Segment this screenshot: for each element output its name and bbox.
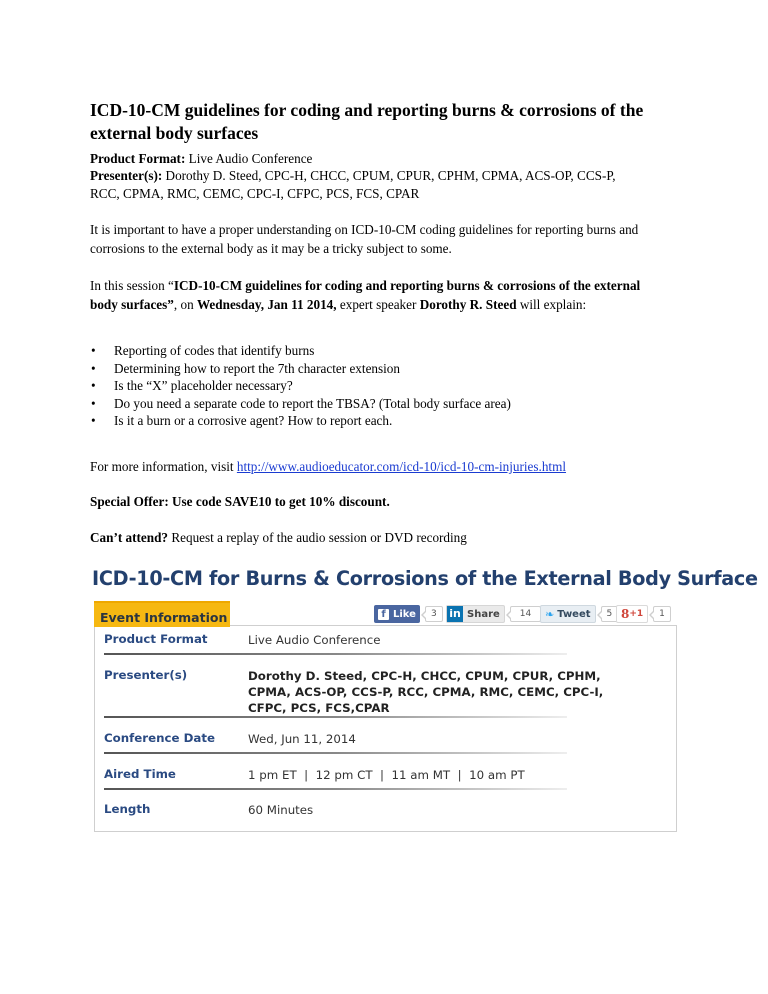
presenters-label: Presenter(s): <box>90 168 163 183</box>
session-line-1 <box>90 275 690 296</box>
list-item <box>90 395 511 413</box>
linkedin-share <box>446 605 541 623</box>
session-title-end: body surfaces” <box>90 297 174 312</box>
session-prefix: In this session “ <box>90 278 174 293</box>
facebook-like-button[interactable] <box>374 605 420 623</box>
event-info-tab: Event Information <box>94 601 230 627</box>
row-divider <box>104 653 567 655</box>
row-value: 1 pm ET | 12 pm CT | 11 am MT | 10 am PT <box>248 768 525 782</box>
facebook-like-label: Like <box>393 608 416 620</box>
google-plus-label: +1 <box>629 609 644 619</box>
row-value-line-3: CFPC, PCS, FCS,CPAR <box>248 701 390 715</box>
special-offer: Special Offer: Use code SAVE10 to get 10% discount. <box>90 494 390 509</box>
row-label: Conference Date <box>104 731 216 745</box>
bullet-icon: • <box>91 395 96 411</box>
google-plus-count: 1 <box>653 606 671 622</box>
session-date: Wednesday, Jan 11 2014, <box>196 297 337 312</box>
row-divider <box>104 752 567 754</box>
presenters-continued: RCC, CPMA, RMC, CEMC, CPC-I, CFPC, PCS, FCS, CPAR <box>90 186 420 201</box>
row-value: 60 Minutes <box>248 803 314 817</box>
facebook-like-count: 3 <box>425 606 443 622</box>
google-plus-button[interactable] <box>616 605 648 623</box>
session-line-2 <box>90 294 690 315</box>
linkedin-share-button[interactable] <box>446 605 505 623</box>
more-info-link[interactable]: http://www.audioeducator.com/icd-10/icd-10-cm-injuries.html <box>236 459 567 474</box>
session-title: ICD-10-CM guidelines for coding and reporting burns & corrosions of the external <box>173 278 641 293</box>
product-format-value: Live Audio Conference <box>185 151 313 166</box>
tweet-label: Tweet <box>557 608 591 620</box>
google-plus-one <box>616 605 671 623</box>
intro-line-2: corrosions to the external body as it may be a tricky subject to some. <box>90 241 452 256</box>
bullet-icon: • <box>91 360 96 376</box>
row-value: Wed, Jun 11, 2014 <box>248 732 356 746</box>
cant-attend-label: Can’t attend? <box>90 530 169 545</box>
more-info-prefix: For more information, visit <box>90 459 237 474</box>
document-title: ICD-10-CM guidelines for coding and reporting burns & corrosions of the external body surfaces <box>90 100 644 143</box>
row-label: Aired Time <box>104 767 176 781</box>
tweet-count: 5 <box>601 606 619 622</box>
facebook-like <box>374 605 443 623</box>
bullet-icon: • <box>91 413 96 429</box>
event-info-box <box>94 625 677 832</box>
list-item-text: Do you need a separate code to report the TBSA? (Total body surface area) <box>114 395 511 411</box>
more-info <box>90 456 690 477</box>
google-plus-icon: 8 <box>621 607 630 621</box>
intro-line-1: It is important to have a proper understanding on ICD-10-CM coding guidelines for reporting burns and <box>90 222 639 237</box>
session-suffix: will explain: <box>516 297 587 312</box>
bullet-icon: • <box>91 343 96 358</box>
list-item <box>90 377 511 395</box>
list-item <box>90 360 511 378</box>
list-item-text: Determining how to report the 7th character extension <box>114 360 400 376</box>
speaker-name: Dorothy R. Steed <box>419 297 517 312</box>
linkedin-share-label: Share <box>467 608 500 620</box>
row-divider <box>104 716 567 718</box>
bullet-icon: • <box>91 378 96 394</box>
row-label: Length <box>104 802 151 816</box>
cant-attend-text: Request a replay of the audio session or DVD recording <box>168 530 467 545</box>
list-item-text: Reporting of codes that identify burns <box>114 343 315 358</box>
row-value-line-2: CPMA, ACS-OP, CCS-P, RCC, CPMA, RMC, CEMC, CPC-I, <box>248 685 604 699</box>
row-value: Live Audio Conference <box>248 633 381 647</box>
twitter-bird-icon: ❧ <box>545 607 555 621</box>
twitter-tweet <box>540 605 618 623</box>
session-on: , on <box>173 297 197 312</box>
row-label: Presenter(s) <box>104 668 188 682</box>
list-item-text: Is it a burn or a corrosive agent? How to report each. <box>114 413 393 429</box>
tweet-button[interactable] <box>540 605 596 623</box>
cant-attend <box>90 527 690 548</box>
topics-list <box>90 342 511 430</box>
speaker-prefix: expert speaker <box>336 297 420 312</box>
facebook-icon: f <box>378 609 389 620</box>
row-value: Dorothy D. Steed, CPC-H, CHCC, CPUM, CPUR, CPHM, <box>248 669 601 683</box>
event-banner-title: ICD-10-CM for Burns & Corrosions of the External Body Surface <box>92 567 758 590</box>
list-item <box>90 342 511 360</box>
list-item-text: Is the “X” placeholder necessary? <box>114 378 293 394</box>
product-format-label: Product Format: <box>90 151 186 166</box>
presenters-value: Dorothy D. Steed, CPC-H, CHCC, CPUM, CPUR, CPHM, CPMA, ACS-OP, CCS-P, <box>162 168 616 183</box>
row-label: Product Format <box>104 632 208 646</box>
linkedin-icon: in <box>447 606 463 622</box>
row-divider <box>104 788 567 790</box>
list-item <box>90 412 511 430</box>
linkedin-share-count: 14 <box>510 606 541 622</box>
